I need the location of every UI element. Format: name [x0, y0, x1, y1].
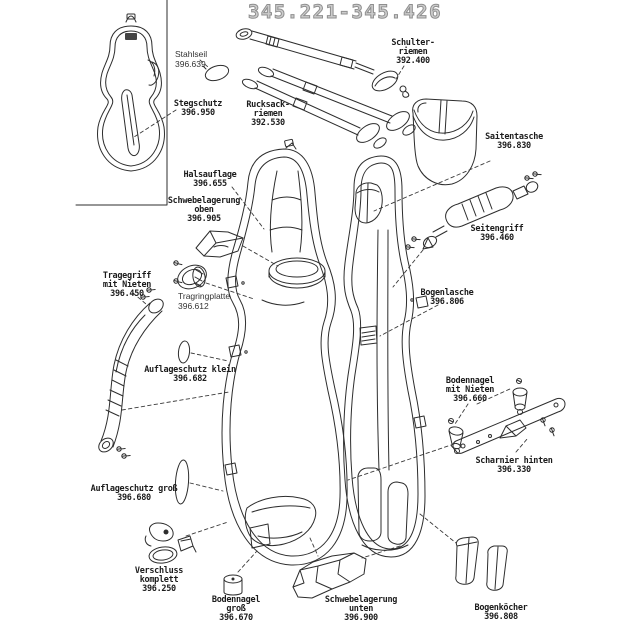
bodennagel-gross-drawing — [224, 575, 242, 595]
label-bodennagel-gross: Bodennagel groß 396.670 — [211, 595, 261, 623]
schulterriemen-drawing — [235, 27, 409, 97]
label-stahlseil: Stahlseil 396.639 — [175, 49, 208, 69]
label-seitengriff: Seitengriff 396.460 — [470, 224, 524, 243]
label-bogenkoecher: Bogenköcher 396.808 — [474, 603, 528, 622]
open-case-right-half — [344, 156, 428, 557]
page-title: 345.221-345.426 — [247, 1, 443, 23]
label-bodennagel-mit-nieten: Bodennagel mit Nieten 396.660 — [445, 376, 495, 404]
open-case-left-half — [222, 139, 347, 565]
label-halsauflage: Halsauflage 396.655 — [183, 170, 237, 189]
closed-case-drawing — [98, 14, 165, 171]
label-bogenlasche: Bogenlasche 396.806 — [420, 288, 474, 307]
saitentasche-drawing — [413, 99, 477, 185]
label-auflageschutz-klein: Auflageschutz klein 396.682 — [144, 365, 236, 384]
tragringplatte-drawing — [173, 259, 210, 293]
label-schulterriemen: Schulter- riemen 392.400 — [391, 38, 435, 66]
label-auflageschutz-gross: Auflageschutz groß 396.680 — [90, 484, 178, 503]
verschluss-drawing — [145, 523, 196, 565]
leader-lines — [122, 60, 528, 572]
label-saitentasche: Saitentasche 396.830 — [485, 132, 543, 151]
label-verschluss: Verschluss komplett 396.250 — [134, 566, 184, 594]
label-schwebelagerung-unten: Schwebelagerung unten 396.900 — [324, 595, 398, 623]
label-rucksackriemen: Rucksack- riemen 392.530 — [246, 100, 290, 128]
label-tragringplatte: Tragringplatte 396.612 — [178, 291, 231, 311]
auflageschutz-klein-drawing — [177, 340, 190, 363]
schwebelagerung-unten-drawing — [293, 553, 366, 598]
label-scharnier-hinten: Scharnier hinten 396.330 — [475, 456, 553, 475]
label-stegschutz: Stegschutz 396.950 — [173, 99, 223, 118]
label-tragegriff: Tragegriff mit Nieten 396.450 — [102, 271, 152, 299]
label-schwebelagerung-oben: Schwebelagerung oben 396.905 — [167, 196, 241, 224]
bogenkoecher-drawing — [456, 537, 508, 590]
schwebelagerung-oben-drawing — [196, 231, 243, 257]
